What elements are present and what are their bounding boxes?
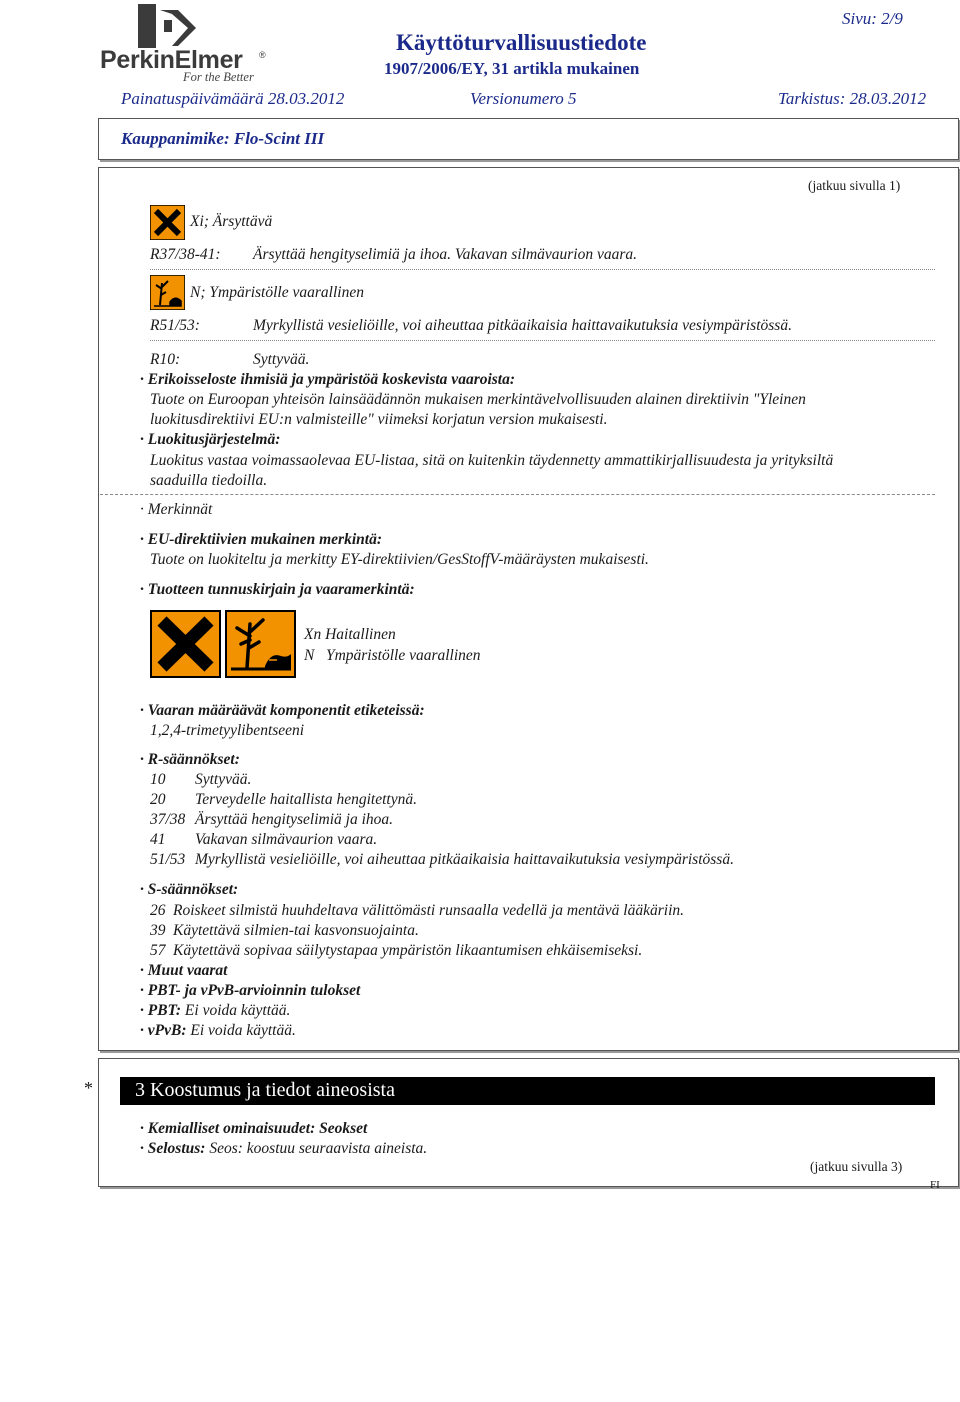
vpvb-row [140,1022,296,1040]
s-phrase-text: Käytettävä silmien-tai kasvonsuojainta. [173,922,419,939]
s-phrase-text: Roiskeet silmistä huuhdeltava välittömästi runsaalla vedellä ja mentävä lääkäriin. [173,902,685,919]
harmful-x-icon [150,205,185,240]
continued-from-note: (jatkuu sivulla 1) [808,178,901,193]
chemical-characterization: · Kemialliset ominaisuudet: Seokset [140,1120,368,1137]
print-date: Painatuspäivämäärä 28.03.2012 [121,89,345,108]
r10-code: R10: [150,351,181,368]
revision-date: Tarkistus: 28.03.2012 [778,89,927,108]
r51-code: R51/53: [150,317,200,334]
section-3-title: 3 Koostumus ja tiedot aineosista [135,1079,395,1101]
r-phrase-text: Vakavan silmävaurion vaara. [195,831,378,848]
logo-wordmark: PerkinElmer [100,46,243,74]
r-phrase-code: 37/38 [150,811,186,828]
r-phrase-text: Terveydelle haitallista hengitettynä. [195,791,417,808]
vpvb-value: Ei voida käyttää. [190,1022,296,1039]
description-row [140,1140,427,1158]
s-phrase-text: Käytettävä sopivaa säilytystapaa ympäristön likaantumisen ehkäisemiseksi. [173,942,643,959]
r-phrase-code: 51/53 [150,851,186,868]
r-phrase-code: 20 [150,791,166,808]
r-phrases-heading: · R-säännökset: [140,751,240,768]
special-info-line: luokitusdirektiivi EU:n valmisteille" viimeksi korjatun version mukaisesti. [150,411,608,428]
components-value: 1,2,4-trimetyylibentseeni [150,722,305,739]
eu-label-text: Tuote on luokiteltu ja merkitty EY-direktiivien/GesStoffV-määräysten mukaisesti. [150,551,649,568]
dotted-divider [150,340,935,341]
change-marker: * [84,1078,93,1098]
s-phrases-heading: · S-säännökset: [140,881,239,898]
labels-heading: · Merkinnät [140,501,213,518]
continued-note: (jatkuu sivulla 3) [810,1159,903,1174]
version-number: Versionumero 5 [470,89,577,108]
dashed-divider [100,494,935,495]
r-phrase-text: Ärsyttää hengityselimiä ja ihoa. [195,811,394,828]
pbt-row [140,1002,290,1020]
pbt-value: Ei voida käyttää. [184,1002,291,1019]
pbt-heading: · PBT- ja vPvB-arvioinnin tulokset [140,982,361,999]
logo-tagline: For the Better [183,70,254,84]
r-phrase-text: Myrkyllistä vesieliöille, voi aiheuttaa pitkäaikaisia haittavaikutuksia vesiympäristössä. [195,851,734,868]
n-label: N; Ympäristölle vaarallinen [190,284,364,301]
dotted-divider [150,269,935,270]
eu-label-heading: · EU-direktiivien mukainen merkintä: [140,531,382,548]
symbol-heading: · Tuotteen tunnuskirjain ja vaaramerkintä: [140,581,415,598]
r-phrase-text: Syttyvää. [195,771,252,788]
document-subtitle: 1907/2006/EY, 31 artikla mukainen [384,59,640,78]
r-phrase-code: 10 [150,771,166,788]
classification-system-heading: · Luokitusjärjestelmä: [140,431,281,448]
r37-code: R37/38-41: [150,246,221,263]
pbt-label: · PBT: [140,1002,182,1019]
components-heading: · Vaaran määräävät komponentit etiketeissä: [140,702,425,719]
r10-text: Syttyvää. [253,351,310,368]
special-info-line: Tuote on Euroopan yhteisön lainsäädännön mukaisen merkintävelvollisuuden alainen direktiivin "Yleinen [150,391,806,408]
environment-hazard-icon [150,275,185,310]
xi-label: Xi; Ärsyttävä [190,213,273,230]
logo-registered-mark: ® [259,50,266,60]
harmful-xn-icon [150,610,221,678]
classification-system-line: Luokitus vastaa voimassaolevaa EU-listaa, sitä on kuitenkin täydennetty ammattikirjallisuudesta ja yrityksiltä [150,452,834,469]
s-phrase-code: 26 [150,902,166,919]
s-phrase-code: 39 [150,922,166,939]
special-info-heading: · Erikoisseloste ihmisiä ja ympäristöä koskevista vaaroista: [140,371,516,388]
environment-hazard-large-icon [225,610,296,678]
symbol-xn-text: Xn Haitallinen [304,626,396,643]
trade-name: Kauppanimike: Flo-Scint III [121,129,325,148]
classification-system-line: saaduilla tiedoilla. [150,472,268,489]
other-hazards-heading: · Muut vaarat [140,962,228,979]
vpvb-label: · vPvB: [140,1022,187,1039]
document-title: Käyttöturvallisuustiedote [396,30,647,55]
r37-text: Ärsyttää hengityselimiä ja ihoa. Vakavan silmävaurion vaara. [253,246,638,263]
r51-text: Myrkyllistä vesieliöille, voi aiheuttaa pitkäaikaisia haittavaikutuksia vesiympäristössä. [253,317,792,334]
description-label: · Selostus: [140,1140,206,1157]
description-value: Seos: koostuu seuraavista aineista. [209,1140,428,1157]
language-code: FI [930,1179,940,1191]
symbol-n-text: N Ympäristölle vaarallinen [304,647,481,664]
s-phrase-code: 57 [150,942,166,959]
page-number: Sivu: 2/9 [842,9,903,28]
r-phrase-code: 41 [150,831,166,848]
